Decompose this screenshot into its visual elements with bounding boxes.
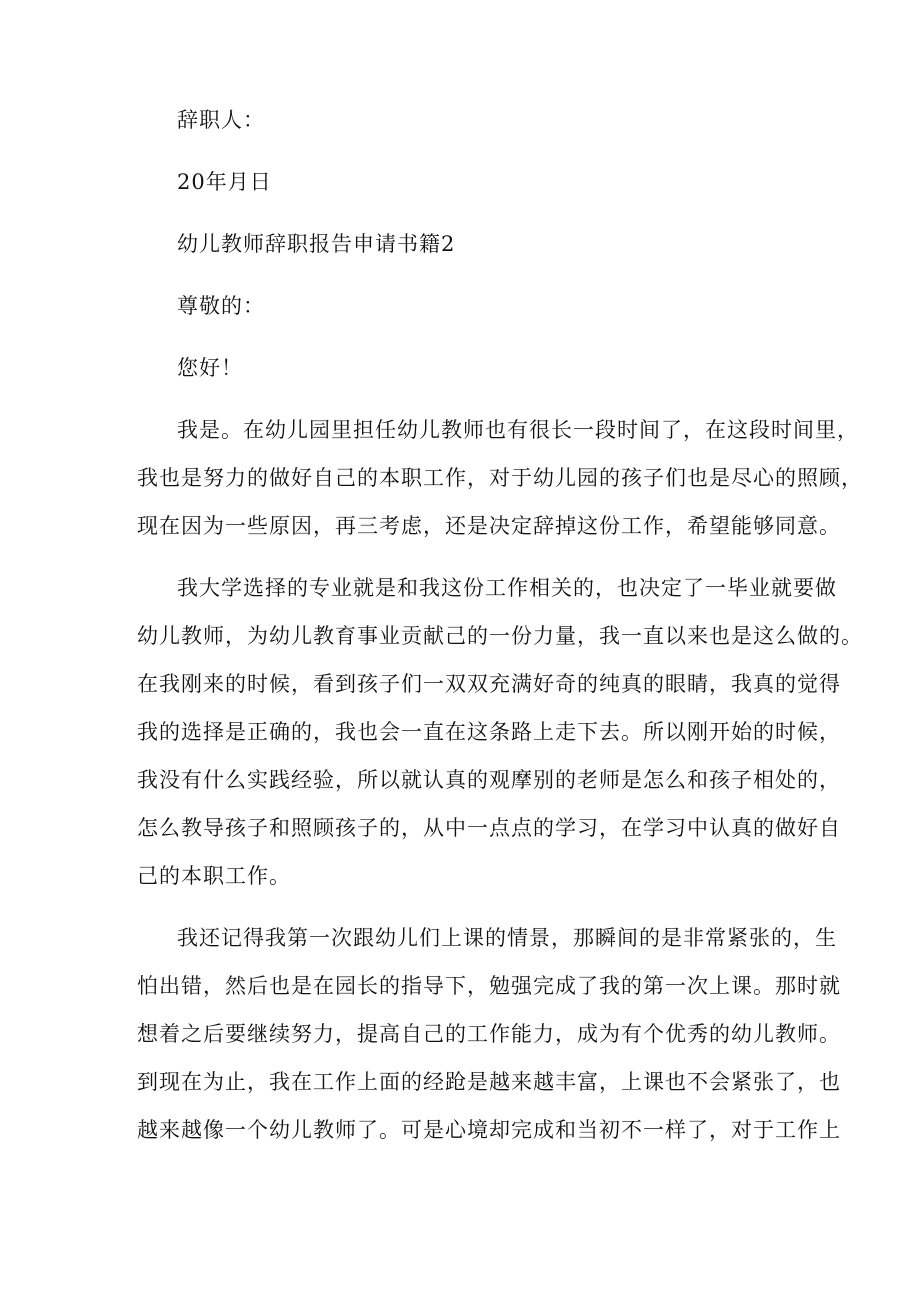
section-title: 幼儿教师辞职报告申请书籍2: [177, 232, 456, 256]
resigner-label: 辞职人：: [177, 108, 265, 132]
paragraph-line: 幼儿教师，为幼儿教育事业贡献己的一份力量，我一直以来也是这么做的。: [137, 624, 863, 648]
greeting: 您好！: [177, 356, 243, 380]
paragraph-line: 我还记得我第一次跟幼儿们上课的情景，那瞬间的是非常紧张的，生: [177, 926, 837, 950]
paragraph-line: 我也是努力的做好自己的本职工作，对于幼儿园的孩子们也是尽心的照顾，: [137, 466, 863, 490]
salutation: 尊敬的：: [177, 294, 265, 318]
paragraph-line: 我的选择是正确的，我也会一直在这条路上走下去。所以刚开始的时候，: [137, 720, 841, 744]
paragraph-line: 在我刚来的时候，看到孩子们一双双充满好奇的纯真的眼睛，我真的觉得: [137, 672, 841, 696]
paragraph-line: 现在因为一些原因，再三考虑，还是决定辞掉这份工作，希望能够同意。: [137, 514, 841, 538]
paragraph-line: 越来越像一个幼儿教师了。可是心境却完成和当初不一样了，对于工作上: [137, 1118, 841, 1142]
paragraph-line: 我是。在幼儿园里担任幼儿教师也有很长一段时间了，在这段时间里，: [177, 418, 859, 442]
paragraph-line: 怎么教导孩子和照顾孩子的，从中一点点的学习，在学习中认真的做好自: [137, 816, 841, 840]
paragraph-line: 我大学选择的专业就是和我这份工作相关的，也决定了一毕业就要做: [177, 576, 837, 600]
paragraph-line: 到现在为止，我在工作上面的经跄是越来越丰富，上课也不会紧张了，也: [137, 1070, 841, 1094]
paragraph-line: 己的本职工作。: [137, 864, 291, 888]
paragraph-line: 怕出错，然后也是在园长的指导下，勉强完成了我的第一次上课。那时就: [137, 974, 841, 998]
paragraph-line: 我没有什么实践经验，所以就认真的观摩别的老师是怎么和孩子相处的，: [137, 768, 841, 792]
date-line: 20年月日: [177, 170, 272, 194]
paragraph-line: 想着之后要继续努力，提高自己的工作能力，成为有个优秀的幼儿教师。: [137, 1022, 841, 1046]
